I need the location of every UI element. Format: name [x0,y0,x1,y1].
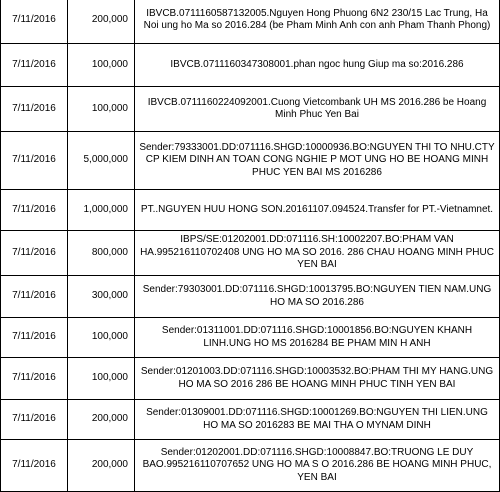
date-cell: 7/11/2016 [1,358,68,400]
description-cell: IBVCB.0711160347308001.phan ngoc hung Giup ma so:2016.286 [135,44,500,87]
amount-cell: 200,000 [68,400,135,440]
description-cell: Sender:01201003.DD:071116.SHGD:10003532.BO:PHAM THI MY HANG.UNG HO MA SO 2016 286 BE HOANG MINH PHUC TINH YEN BAI [135,358,500,400]
amount-cell: 300,000 [68,276,135,318]
description-cell: Sender:01309001.DD:071116.SHGD:10001269.BO:NGUYEN THI LIEN.UNG HO MA SO 2016283 BE MAI THA O MYNAM DINH [135,400,500,440]
table-row [1,132,500,190]
table-row [1,0,500,44]
date-cell: 7/11/2016 [1,0,68,44]
amount-cell: 100,000 [68,358,135,400]
date-cell: 7/11/2016 [1,440,68,492]
date-cell: 7/11/2016 [1,132,68,190]
description-cell: Sender:79333001.DD:071116.SHGD:10000936.BO:NGUYEN THI TO NHU.CTY CP KIEM DINH AN TOAN CONG NGHIE P MOT UNG HO BE HOANG MINH PHUC YEN BAI MS 2016286 [135,132,500,190]
amount-cell: 200,000 [68,440,135,492]
amount-cell: 100,000 [68,44,135,87]
date-cell: 7/11/2016 [1,276,68,318]
table-row [1,87,500,132]
amount-cell: 1,000,000 [68,190,135,231]
date-cell: 7/11/2016 [1,87,68,132]
table-row [1,440,500,492]
table-row [1,190,500,231]
amount-cell: 100,000 [68,87,135,132]
description-cell: Sender:01311001.DD:071116.SHGD:10001856.BO:NGUYEN KHANH LINH.UNG HO MS 2016284 BE PHAM MIN H ANH [135,318,500,358]
date-cell: 7/11/2016 [1,400,68,440]
date-cell: 7/11/2016 [1,231,68,276]
description-cell: PT..NGUYEN HUU HONG SON.20161107.094524.Transfer for PT.-Vietnamnet. [135,190,500,231]
date-cell: 7/11/2016 [1,318,68,358]
description-cell: IBVCB.0711160587132005.Nguyen Hong Phuong 6N2 230/15 Lac Trung, Ha Noi ung ho Ma so 2016.284 (be Pham Minh Anh con anh Pham Thanh Phong) [135,0,500,44]
amount-cell: 5,000,000 [68,132,135,190]
amount-cell: 200,000 [68,0,135,44]
description-cell: IBVCB.0711160224092001.Cuong Vietcombank UH MS 2016.286 be Hoang Minh Phuc Yen Bai [135,87,500,132]
table-row [1,231,500,276]
amount-cell: 100,000 [68,318,135,358]
date-cell: 7/11/2016 [1,44,68,87]
description-cell: Sender:01202001.DD:071116.SHGD:10008847.BO:TRUONG LE DUY BAO.995216110707652 UNG HO MA S O 2016.286 BE HOANG MINH PHUC, YEN BAI [135,440,500,492]
table-row [1,400,500,440]
amount-cell: 800,000 [68,231,135,276]
transaction-table-body [1,0,500,492]
table-row [1,358,500,400]
description-cell: IBPS/SE:01202001.DD:071116.SH:10002207.BO:PHAM VAN HA.995216110702408 UNG HO MA SO 2016. 286 CHAU HOANG MINH PHUC YEN BAI [135,231,500,276]
table-row [1,44,500,87]
table-row [1,276,500,318]
date-cell: 7/11/2016 [1,190,68,231]
table-row [1,318,500,358]
description-cell: Sender:79303001.DD:071116.SHGD:10013795.BO:NGUYEN TIEN NAM.UNG HO MA SO 2016.286 [135,276,500,318]
